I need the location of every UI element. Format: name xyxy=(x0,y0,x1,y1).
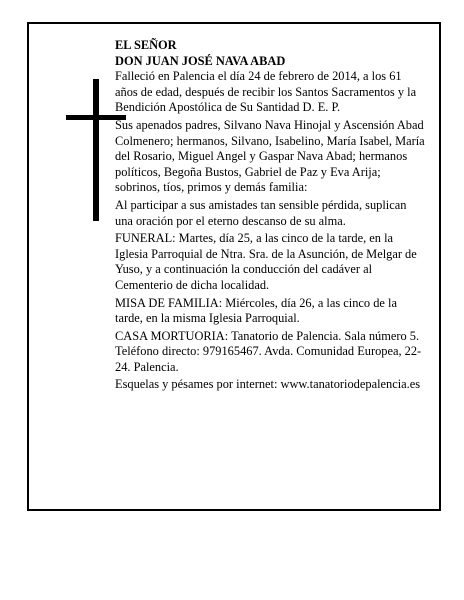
funeral-home-details: CASA MORTUORIA: Tanatorio de Palencia. Sala número 5. Teléfono directo: 979165467. Avda. Comunidad Europea, 22-24. Palencia. xyxy=(115,328,422,374)
online-condolences: Esquelas y pésames por internet: www.tanatoriodepalencia.es xyxy=(115,377,421,392)
notice-title-name: DON JUAN JOSÉ NAVA ABAD xyxy=(115,53,286,68)
notice-text xyxy=(115,38,425,393)
death-announcement: Falleció en Palencia el día 24 de febrero de 2014, a los 61 años de edad, después de recibir los Santos Sacramentos y la Bendición Apostólica de Su Santidad D. E. P. xyxy=(115,69,417,115)
notice-title-honorific: EL SEÑOR xyxy=(115,38,177,52)
cross-vertical-bar xyxy=(93,79,99,221)
family-mass-details: MISA DE FAMILIA: Miércoles, día 26, a las cinco de la tarde, en la misma Iglesia Parroquial. xyxy=(115,295,397,326)
family-list: Sus apenados padres, Silvano Nava Hinojal y Ascensión Abad Colmenero; hermanos, Silvano, Isabelino, María Isabel, María del Rosario, Miguel Angel y Gaspar Nava Abad; hermanos políticos, Begoña Bustos, Gabriel de Paz y Eva Arija; sobrinos, tíos, primos y demás familia: xyxy=(115,117,425,195)
prayer-request: Al participar a sus amistades tan sensible pérdida, suplican una oración por el eterno descanso de su alma. xyxy=(115,197,407,228)
funeral-details: FUNERAL: Martes, día 25, a las cinco de la tarde, en la Iglesia Parroquial de Ntra. Sra. de la Asunción, de Melgar de Yuso, y a continuación la conducción del cadáver al Cementerio de dicha localidad. xyxy=(115,231,417,292)
